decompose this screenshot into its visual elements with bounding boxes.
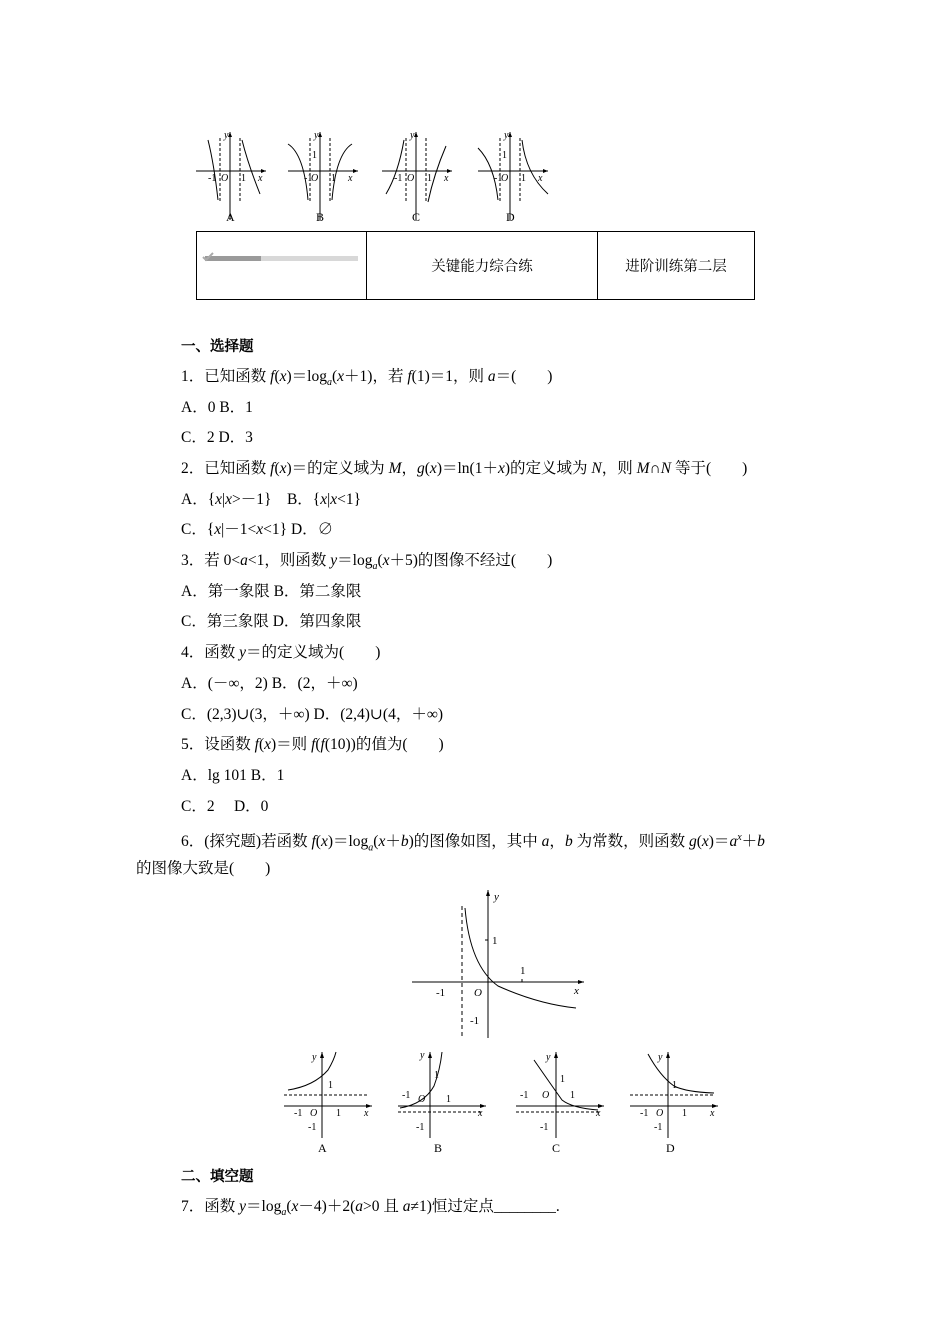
- question-5-options-c-d: C．2 D．0: [181, 798, 269, 815]
- svg-text:x: x: [444, 173, 449, 184]
- question-3: 3．若 0<a<1，则函数 $y=\log_a(x+5)$的图像不经过( ): [181, 552, 553, 573]
- svg-text:-1: -1: [308, 1122, 317, 1133]
- question-1: 1．已知函数 $f(x)=\log_a(x+1)$，若 f(1)＝1，则 a＝( ): [181, 368, 553, 389]
- svg-text:O: O: [542, 1090, 550, 1101]
- svg-text:O: O: [418, 1094, 426, 1105]
- svg-text:x: x: [348, 173, 353, 184]
- svg-text:1: 1: [241, 173, 246, 184]
- section-heading-fill: 二、填空题: [181, 1169, 254, 1185]
- question-3-options-a-b: A．第一象限 B．第二象限: [181, 583, 362, 600]
- svg-text:1: 1: [492, 935, 498, 947]
- svg-text:y: y: [494, 891, 499, 903]
- top-option-d-graph: [478, 130, 548, 224]
- question-2: 2．已知函数 f(x)＝的定义域为 M，g(x)＝ln(1＋x)的定义域为 N，则 M∩N 等于( ): [181, 460, 748, 477]
- svg-text:-1: -1: [540, 1122, 549, 1133]
- svg-text:1: 1: [570, 1090, 575, 1101]
- svg-text:1: 1: [682, 1108, 687, 1119]
- svg-text:-1: -1: [394, 173, 403, 184]
- svg-text:-1: -1: [436, 987, 446, 999]
- question-1-options-a-b: A．0 B．1: [181, 399, 253, 416]
- svg-text:x: x: [710, 1108, 715, 1119]
- top-option-a-label: A: [226, 210, 235, 224]
- q6-option-b-graph: [398, 1050, 486, 1155]
- q6-option-c-graph: [516, 1052, 604, 1155]
- svg-text:-1: -1: [402, 1090, 411, 1101]
- section-banner: [196, 231, 755, 300]
- banner-right-cell: [598, 232, 755, 300]
- question-4: 4．函数 y＝的定义域为( ): [181, 644, 381, 661]
- question-6-line-2: 的图像大致是( ): [136, 860, 271, 877]
- q6-option-d-graph: [630, 1052, 718, 1155]
- svg-text:1: 1: [434, 1070, 439, 1081]
- svg-text:y: y: [224, 130, 229, 141]
- top-option-a-graph: [196, 130, 266, 224]
- q6-option-b-label: B: [434, 1141, 443, 1155]
- question-6-main-graph: [408, 886, 588, 1041]
- svg-text:y: y: [420, 1050, 425, 1061]
- svg-text:y: y: [504, 130, 509, 141]
- banner-right-label: 进阶训练第二层: [625, 259, 727, 275]
- svg-text:x: x: [478, 1108, 483, 1119]
- svg-text:1: 1: [446, 1094, 451, 1105]
- svg-text:-1: -1: [304, 173, 313, 184]
- svg-text:x: x: [364, 1108, 369, 1119]
- top-options-figure: [190, 124, 570, 228]
- svg-text:-1: -1: [494, 173, 503, 184]
- svg-text:O: O: [501, 173, 509, 184]
- svg-text:-1: -1: [470, 1015, 480, 1027]
- svg-text:1: 1: [560, 1074, 565, 1085]
- svg-text:-1: -1: [416, 1122, 425, 1133]
- svg-text:1: 1: [312, 150, 317, 161]
- svg-text:O: O: [407, 173, 415, 184]
- svg-text:1: 1: [336, 1108, 341, 1119]
- banner-title: 关键能力综合练: [431, 259, 533, 275]
- svg-text:1: 1: [521, 173, 526, 184]
- svg-text:y: y: [312, 1052, 317, 1063]
- svg-text:O: O: [310, 1108, 318, 1119]
- svg-text:y: y: [546, 1052, 551, 1063]
- svg-text:y: y: [410, 130, 415, 141]
- question-1-options-c-d: C．2 D．3: [181, 429, 253, 446]
- svg-text:-1: -1: [654, 1122, 663, 1133]
- svg-text:-1: -1: [208, 173, 217, 184]
- top-option-c-graph: [382, 130, 452, 224]
- top-option-b-graph: [288, 130, 358, 224]
- svg-text:-1: -1: [520, 1090, 529, 1101]
- top-option-b-label: B: [316, 210, 325, 224]
- svg-text:O: O: [221, 173, 229, 184]
- banner-title-cell: [367, 232, 598, 300]
- svg-text:x: x: [574, 985, 579, 997]
- question-6: 6．(探究题)若函数 $f(x)=\log_a(x+b)$的图像如图，其中 a，b 为常数，则函数 $g(x)=a^x+b$: [181, 832, 765, 854]
- question-5-options-a-b: A．lg 101 B．1: [181, 767, 285, 784]
- svg-text:1: 1: [520, 965, 526, 977]
- banner-progress-cell: [197, 232, 367, 300]
- question-7: 7．函数 $y=\log_a(x-4)+2(a>0$ 且 a≠1)恒过定点________.: [181, 1198, 560, 1219]
- progress-bar: [205, 256, 358, 261]
- question-2-options-a-b: A．{x|x>－1} B．{x|x<1}: [181, 491, 362, 508]
- question-4-options-a-b: A．(－∞，2) B．(2，＋∞): [181, 675, 358, 692]
- top-option-c-label: C: [412, 210, 421, 224]
- check-icon: [201, 251, 215, 263]
- question-2-options-c-d: C．{x|－1<x<1} D．∅: [181, 521, 334, 538]
- svg-text:O: O: [311, 173, 319, 184]
- svg-text:-1: -1: [640, 1108, 649, 1119]
- svg-text:-1: -1: [294, 1108, 303, 1119]
- svg-text:x: x: [538, 173, 543, 184]
- question-6-options-figure: [280, 1046, 730, 1158]
- q6-option-a-graph: [284, 1052, 372, 1155]
- svg-text:O: O: [656, 1108, 664, 1119]
- svg-text:1: 1: [672, 1080, 677, 1091]
- question-5: 5．设函数 f(x)＝则 f(f(10))的值为( ): [181, 736, 444, 753]
- top-option-d-label: D: [506, 210, 515, 224]
- q6-option-c-label: C: [552, 1141, 561, 1155]
- svg-text:O: O: [474, 987, 482, 999]
- q6-option-d-label: D: [666, 1141, 675, 1155]
- svg-text:x: x: [258, 173, 263, 184]
- q6-option-a-label: A: [318, 1141, 327, 1155]
- svg-text:1: 1: [331, 173, 336, 184]
- question-4-options-c-d: C．(2,3)∪(3，＋∞) D．(2,4)∪(4，＋∞): [181, 706, 444, 723]
- svg-text:1: 1: [328, 1080, 333, 1091]
- svg-text:1: 1: [427, 173, 432, 184]
- svg-text:1: 1: [502, 150, 507, 161]
- svg-text:y: y: [314, 130, 319, 141]
- question-3-options-c-d: C．第三象限 D．第四象限: [181, 613, 362, 630]
- section-heading-choice: 一、选择题: [181, 339, 254, 355]
- svg-text:y: y: [658, 1052, 663, 1063]
- svg-text:x: x: [596, 1108, 601, 1119]
